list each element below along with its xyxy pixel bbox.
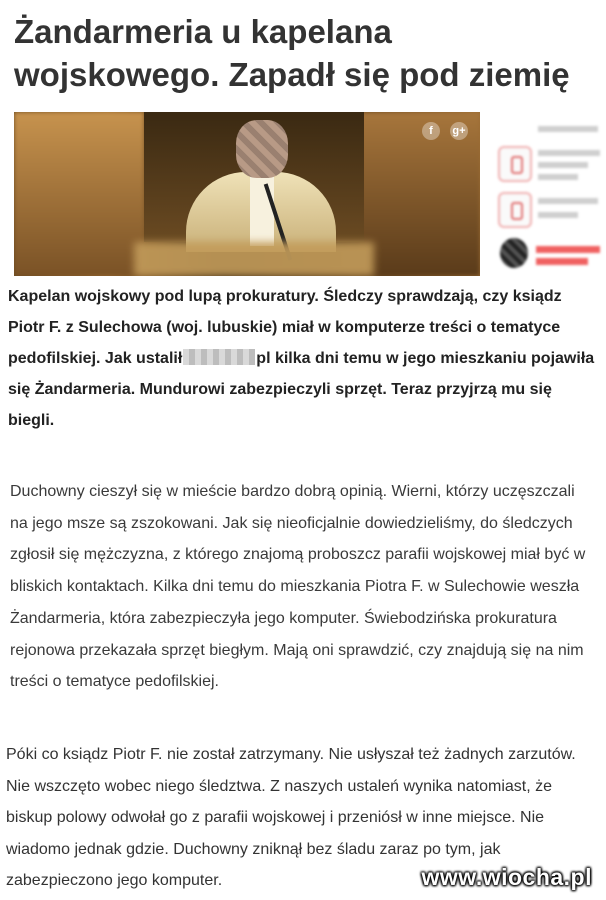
sidebar-thumb-icon — [498, 192, 532, 228]
article-paragraph-2: Póki co ksiądz Piotr F. nie został zatrzymany. Nie usłyszał też żadnych zarzutów. Nie wszczęto wobec niego śledztwa. Z naszych ustaleń wynika natomiast, że biskup polowy odwołał go z parafii wojskowej i przeniósł w inne miejsce. Nie wiadomo jednak gdzie. Duchowny zniknął bez śladu zaraz po tym, jak zabezpieczono jego komputer. — [6, 746, 576, 889]
hero-blurred-area — [134, 242, 374, 276]
article-lead — [8, 281, 600, 436]
sidebar-blur-line — [538, 150, 600, 156]
hero-pillar-left — [14, 112, 144, 276]
hero-pixelated-face — [236, 120, 288, 178]
sidebar-blur-line — [536, 258, 588, 265]
sidebar-blur-line — [538, 174, 578, 180]
facebook-icon[interactable]: f — [422, 122, 440, 140]
article-hero-image — [14, 112, 480, 276]
article-paragraph-1: Duchowny cieszył się w mieście bardzo dobrą opinią. Wierni, którzy uczęszczali na jego msze są zszokowani. Jak się nieoficjalnie dowiedzieliśmy, do śledczych zgłosił się mężczyzna, z którego znajomą proboszcz parafii wojskowej miał być w bliskich kontaktach. Kilka dni temu do mieszkania Piotra F. w Sulechowie weszła Żandarmeria, która zabezpieczyła jego komputer. Świebodzińska prokuratura rejonowa przekazała sprzęt biegłym. Mają oni sprawdzić, czy znajdują się na nim treści o tematyce pedofilskiej. — [10, 483, 586, 691]
blurred-sidebar — [492, 112, 606, 282]
hero-stole — [250, 176, 274, 246]
sidebar-blur-line — [538, 126, 598, 132]
sidebar-avatar-icon — [500, 238, 528, 268]
googleplus-icon[interactable]: g+ — [450, 122, 468, 140]
site-watermark: www.wiocha.pl — [421, 864, 592, 890]
sidebar-blur-line — [538, 212, 578, 218]
sidebar-blur-line — [536, 246, 600, 253]
lead-text-part1: Kapelan wojskowy pod lupą prokuratury. Śledczy sprawdzają, czy ksiądz Piotr F. z Sulechowa (woj. lubuskie) miał w komputerze treści o tematyce pedofilskiej. Jak ustalił — [8, 288, 562, 367]
sidebar-blur-line — [538, 198, 598, 204]
redacted-source-name — [183, 349, 255, 365]
sidebar-thumb-icon — [498, 146, 532, 182]
sidebar-blur-line — [538, 162, 588, 168]
article-headline: Żandarmeria u kapelana wojskowego. Zapadł się pod ziemię — [14, 13, 570, 93]
lead-text-part2: pl kilka dni temu w jego mieszkaniu pojawiła się Żandarmeria. Mundurowi zabezpieczyli sprzęt. Teraz przyjrzą mu się biegli. — [8, 350, 595, 429]
